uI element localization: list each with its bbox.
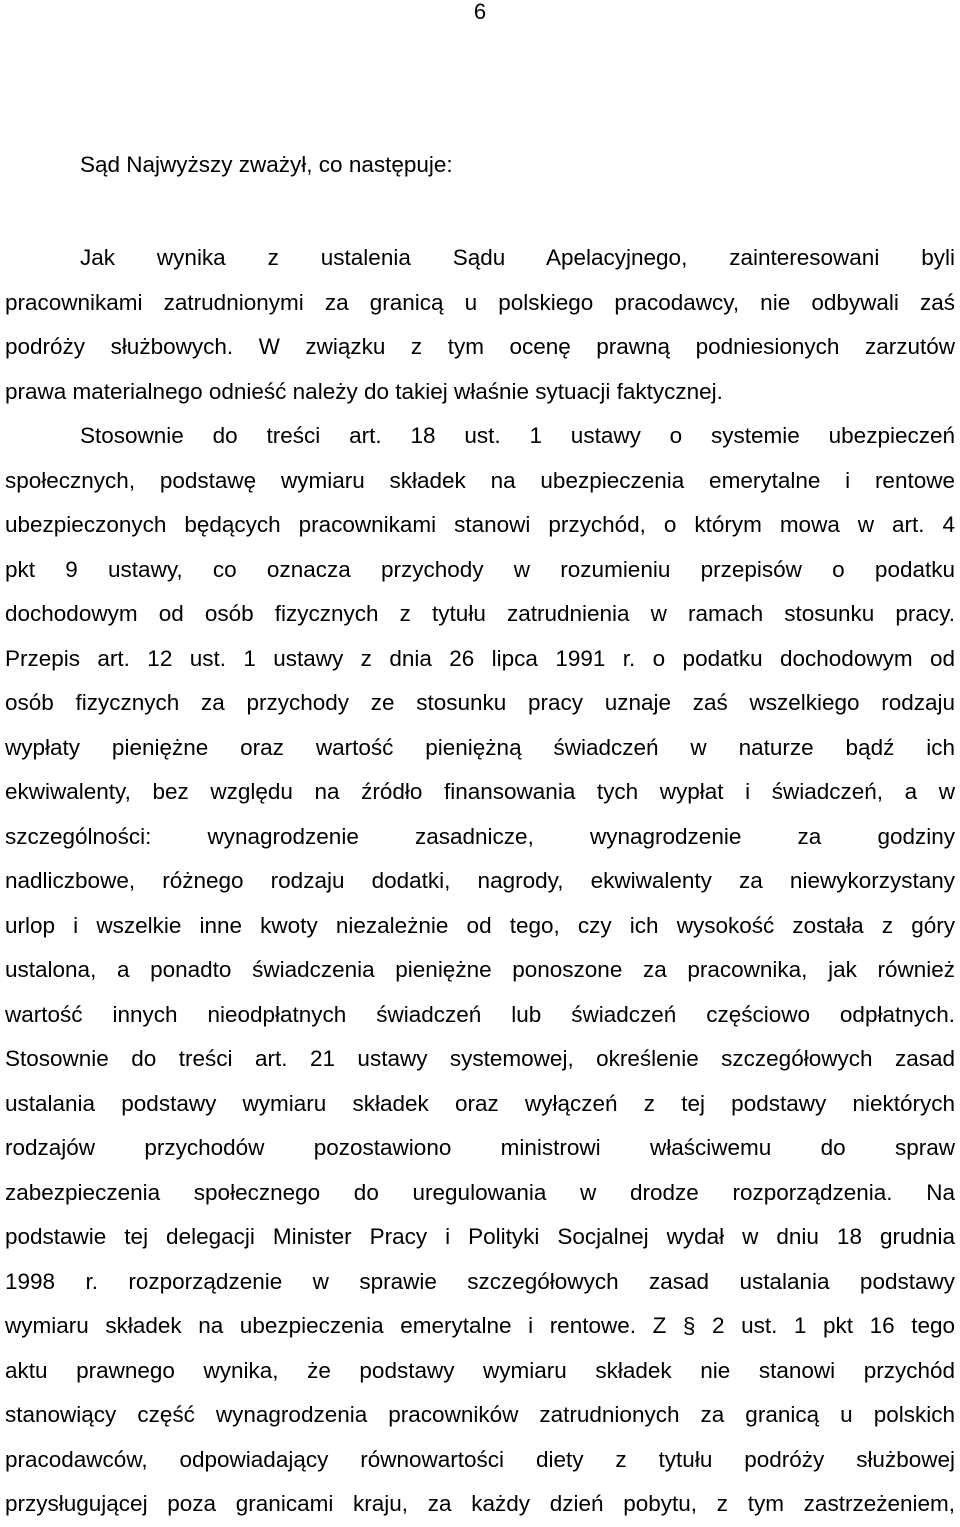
text-line: aktu prawnego wynika, że podstawy wymiaru składek nie stanowi przychód	[5, 1357, 955, 1383]
page-number: 6	[473, 0, 487, 24]
section-heading: Sąd Najwyższy zważył, co następuje:	[80, 152, 453, 177]
text-line: urlop i wszelkie inne kwoty niezależnie od tego, czy ich wysokość została z góry	[5, 912, 955, 938]
text-line: Stosownie do treści art. 18 ust. 1 ustawy o systemie ubezpieczeń	[80, 423, 955, 448]
text-line: stanowiący część wynagrodzenia pracowników zatrudnionych za granicą u polskich	[5, 1402, 955, 1427]
text-line: ubezpieczonych będących pracownikami stanowi przychód, o którym mowa w art. 4	[5, 512, 955, 537]
text-line: zabezpieczenia społecznego do uregulowania w drodze rozporządzenia. Na	[5, 1179, 955, 1205]
text-line: wartość innych nieodpłatnych świadczeń lub świadczeń częściowo odpłatnych.	[5, 1001, 955, 1027]
text-line: ustalania podstawy wymiaru składek oraz wyłączeń z tej podstawy niektórych	[5, 1090, 955, 1116]
text-line: społecznych, podstawę wymiaru składek na ubezpieczenia emerytalne i rentowe	[5, 467, 955, 493]
text-line: podstawie tej delegacji Minister Pracy i Polityki Socjalnej wydał w dniu 18 grudnia	[5, 1224, 955, 1249]
text-line: pkt 9 ustawy, co oznacza przychody w rozumieniu przepisów o podatku	[5, 556, 955, 582]
text-line: wymiaru składek na ubezpieczenia emerytalne i rentowe. Z § 2 ust. 1 pkt 16 tego	[5, 1313, 955, 1338]
text-line: Jak wynika z ustalenia Sądu Apelacyjnego, zainteresowani byli	[80, 245, 955, 270]
text-line: przysługującej poza granicami kraju, za każdy dzień pobytu, z tym zastrzeżeniem,	[5, 1491, 955, 1516]
text-line: pracodawców, odpowiadający równowartości diety z tytułu podróży służbowej	[5, 1446, 955, 1472]
text-line: 1998 r. rozporządzenie w sprawie szczegółowych zasad ustalania podstawy	[5, 1268, 955, 1294]
text-line: ekwiwalenty, bez względu na źródło finansowania tych wypłat i świadczeń, a w	[5, 779, 955, 804]
text-line: wypłaty pieniężne oraz wartość pieniężną świadczeń w naturze bądź ich	[5, 734, 955, 760]
text-line: rodzajów przychodów pozostawiono ministrowi właściwemu do spraw	[5, 1135, 955, 1160]
text-line: prawa materialnego odnieść należy do takiej właśnie sytuacji faktycznej.	[5, 378, 723, 404]
text-line: dochodowym od osób fizycznych z tytułu zatrudnienia w ramach stosunku pracy.	[5, 601, 955, 626]
text-line: Przepis art. 12 ust. 1 ustawy z dnia 26 lipca 1991 r. o podatku dochodowym od	[5, 645, 955, 671]
text-line: szczególności: wynagrodzenie zasadnicze, wynagrodzenie za godziny	[5, 823, 955, 849]
text-line: osób fizycznych za przychody ze stosunku pracy uznaje zaś wszelkiego rodzaju	[5, 690, 955, 715]
text-line: ustalona, a ponadto świadczenia pieniężne ponoszone za pracownika, jak również	[5, 957, 955, 982]
text-line: pracownikami zatrudnionymi za granicą u polskiego pracodawcy, nie odbywali zaś	[5, 289, 955, 315]
text-line: nadliczbowe, różnego rodzaju dodatki, nagrody, ekwiwalenty za niewykorzystany	[5, 868, 955, 893]
text-line: Stosownie do treści art. 21 ustawy systemowej, określenie szczegółowych zasad	[5, 1046, 955, 1071]
body-text	[5, 236, 955, 1527]
text-line: podróży służbowych. W związku z tym ocenę prawną podniesionych zarzutów	[5, 334, 955, 359]
